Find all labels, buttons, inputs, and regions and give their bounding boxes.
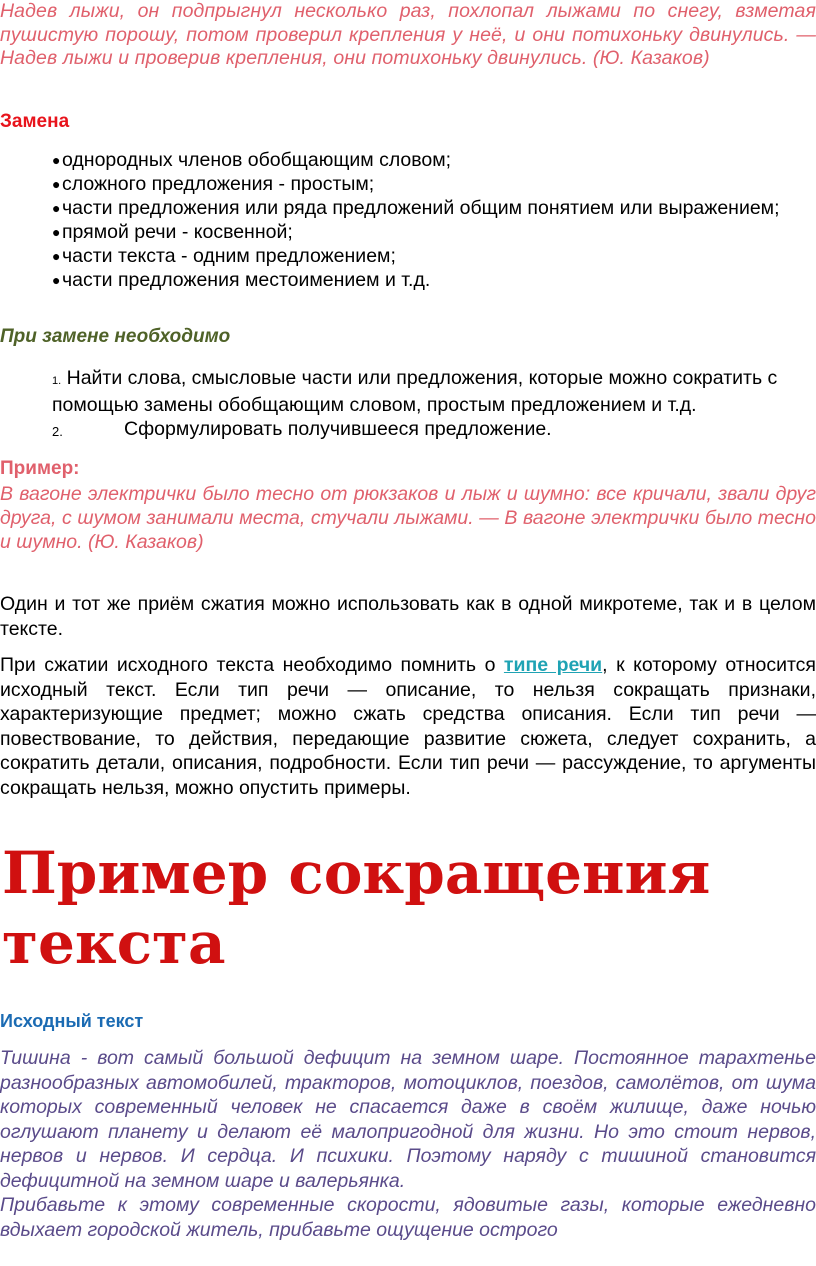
paragraph-speech-type: При сжатии исходного текста необходимо помнить о типе речи, к которому относится исходный текст. Если тип речи — описание, то нельзя сокращать признаки, характеризующие предмет; можно сжать средства описания. Если тип речи — повествование, то действия, передающие развитие сюжета, следует сохранить, а сократить детали, описания, подробности. Если тип речи — рассуждение, то аргументы сокращать нельзя, можно опустить примеры. — [0, 654, 816, 799]
step-number: 2. — [52, 424, 63, 439]
source-paragraph: Прибавьте к этому современные скорости, ядовитые газы, которые ежедневно вдыхает городской житель, прибавьте ощущение острого — [0, 1194, 816, 1241]
list-item: ● части предложения или ряда предложений общим понятием или выражением; — [52, 197, 780, 219]
list-item: ● прямой речи - косвенной; — [52, 221, 293, 243]
step-number: 1. — [52, 375, 62, 387]
list-item: ● однородных членов обобщающим словом; — [52, 149, 452, 171]
list-item: ● части предложения местоимением и т.д. — [52, 269, 431, 291]
intro-quote: Надев лыжи, он подпрыгнул несколько раз, похлопал лыжами по снегу, взметая пушистую порошу, потом проверил крепления у неё, и они потихоньку двинулись. — Надев лыжи и проверив крепления, они потихоньку двинулись. (Ю. Казаков) — [0, 0, 816, 69]
steps-list — [52, 366, 814, 441]
source-paragraph: Тишина - вот самый большой дефицит на земном шаре. Постоянное тарахтенье разнообразных автомобилей, тракторов, мотоциклов, поездов, самолётов, от шума которых современный человек не спасается даже в своём жилище, даже ночью оглушают планету и делают её малопригодной для жизни. Но это стоит нервов, нервов и нервов. И сердца. И психики. Поэтому наряду с тишиной становится дефицитной на земном шаре и валерьянка. — [0, 1047, 816, 1192]
step-item — [52, 366, 814, 417]
bullet-icon: ● — [52, 152, 61, 168]
bullet-icon: ● — [52, 200, 61, 216]
bullet-icon: ● — [52, 272, 61, 288]
primer-label: Пример: — [0, 458, 80, 479]
list-item: ● сложного предложения - простым; — [52, 173, 375, 195]
zamena-list — [52, 148, 814, 292]
bullet-icon: ● — [52, 176, 61, 192]
list-item: ● части текста - одним предложением; — [52, 245, 396, 267]
step-text: Найти слова, смысловые части или предложения, которые можно сократить с помощью замены обобщающим словом, простым предложением и т.д. — [52, 367, 778, 416]
step-text: Сформулировать получившееся предложение. — [124, 418, 552, 440]
zamena-heading: Замена — [0, 111, 70, 132]
paragraph-compression: Один и тот же приём сжатия можно использовать как в одной микротеме, так и в целом тексте. — [0, 593, 816, 640]
pri-zamene-heading: При замене необходимо — [0, 326, 231, 347]
bullet-icon: ● — [52, 248, 61, 264]
primer-text: В вагоне электрички было тесно от рюкзаков и лыж и шумно: все кричали, звали друг друга, с шумом занимали места, стучали лыжами. — В вагоне электрички было тесно и шумно. (Ю. Казаков) — [0, 483, 816, 553]
bullet-icon: ● — [52, 224, 61, 240]
step-item — [52, 417, 814, 441]
speech-type-link[interactable]: типе речи — [503, 654, 603, 676]
page-title: Пример сокращения текста — [2, 839, 711, 977]
source-text — [0, 1046, 816, 1242]
source-heading: Исходный текст — [0, 1011, 144, 1031]
